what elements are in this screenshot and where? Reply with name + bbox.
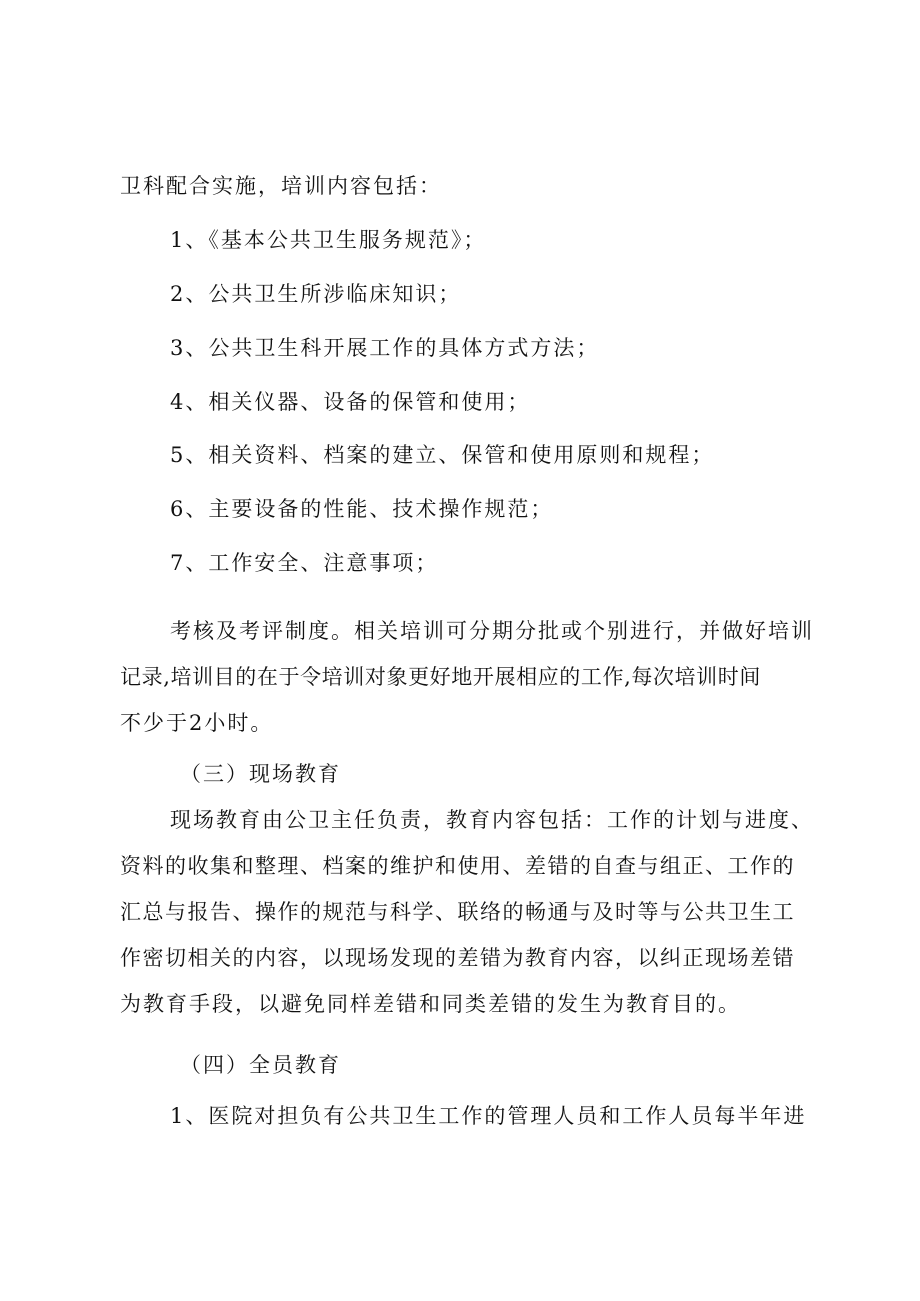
assessment-line-2: 记录,培训目的在于令培训对象更好地开展相应的工作,每次培训时间 — [120, 665, 761, 689]
section-3-line-5: 为教育手段，以避免同样差错和同类差错的发生为教育目的。 — [120, 992, 741, 1016]
section-4-heading: （四）全员教育 — [180, 1053, 341, 1077]
section-3-heading: （三）现场教育 — [180, 762, 341, 786]
list-item-6: 6、主要设备的性能、技术操作规范； — [170, 497, 554, 521]
list-item-4: 4、相关仪器、设备的保管和使用； — [170, 390, 531, 414]
section-3-line-1: 现场教育由公卫主任负责，教育内容包括：工作的计划与进度、 — [170, 808, 814, 832]
intro-line: 卫科配合实施，培训内容包括： — [120, 174, 442, 198]
list-item-7: 7、工作安全、注意事项； — [170, 551, 439, 575]
assessment-line-3: 不少于2小时。 — [120, 711, 274, 735]
assessment-line-1: 考核及考评制度。相关培训可分期分批或个别进行，并做好培训 — [170, 619, 814, 643]
section-4-line-1: 1、医院对担负有公共卫生工作的管理人员和工作人员每半年进 — [170, 1104, 807, 1128]
list-item-5: 5、相关资料、档案的建立、保管和使用原则和规程； — [170, 443, 715, 467]
section-3-line-4: 作密切相关的内容，以现场发现的差错为教育内容，以纠正现场差错 — [120, 946, 795, 970]
section-3-line-3: 汇总与报告、操作的规范与科学、联络的畅通与及时等与公共卫生工 — [120, 900, 795, 924]
list-item-3: 3、公共卫生科开展工作的具体方式方法； — [170, 336, 600, 360]
list-item-2: 2、公共卫生所涉临床知识； — [170, 282, 462, 306]
list-item-1: 1、《基本公共卫生服务规范》； — [170, 228, 487, 252]
section-3-line-2: 资料的收集和整理、档案的维护和使用、差错的自查与组正、工作的 — [120, 854, 795, 878]
